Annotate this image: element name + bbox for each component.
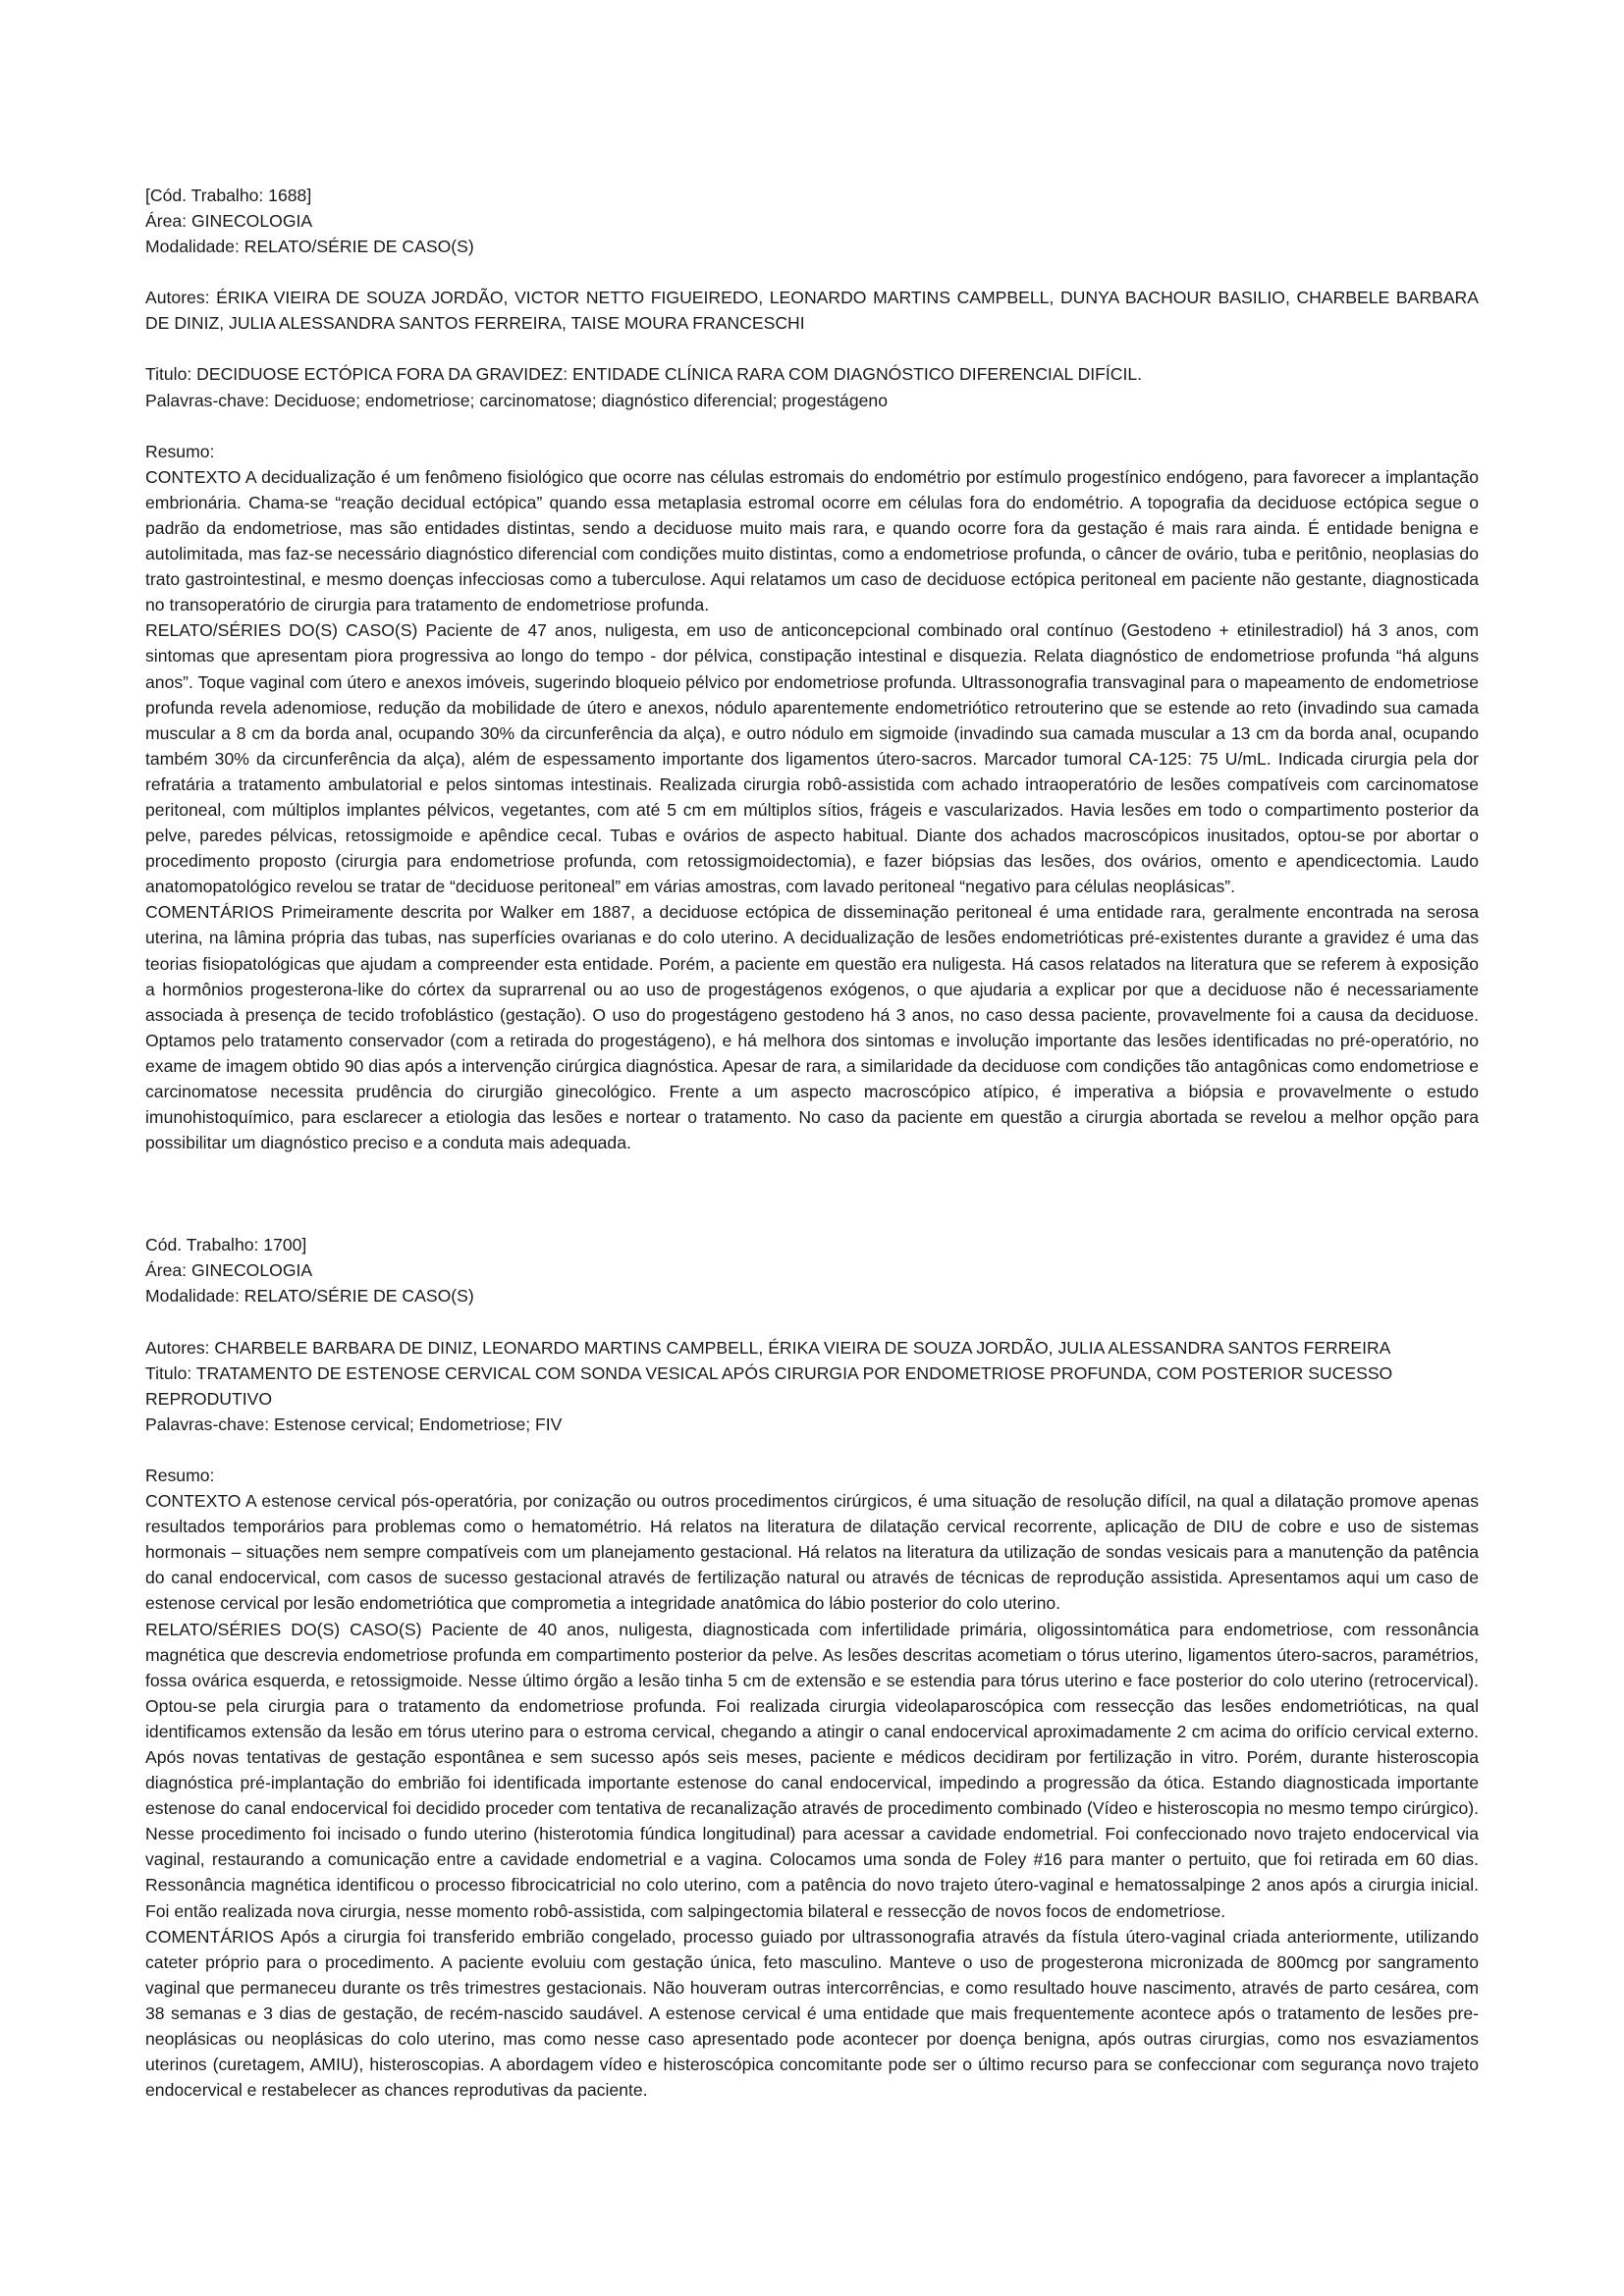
comments-paragraph: COMENTÁRIOS Após a cirurgia foi transferido embrião congelado, processo guiado por ultrassonografia através da fístula útero-vaginal criada anteriormente, utilizando cateter próprio para o procedimento. A paciente evoluiu com gestação única, feto masculino. Manteve o uso de progesterona micronizada de 800mcg por sangramento vaginal que permaneceu durante os três trimestres gestacionais. Não houveram outras intercorrências, e como resultado houve nascimento, através de parto cesárea, com 38 semanas e 3 dias de gestação, de recém-nascido saudável. A estenose cervical é uma entidade que mais frequentemente acontece após o tratamento de lesões pre-neoplásicas ou neoplásicas do colo uterino, mas como nesse caso apresentado pode acontecer por doença benigna, após outras cirurgias, como nos esvaziamentos uterinos (curetagem, AMIU), histeroscopias. A abordagem vídeo e histeroscópica concomitante pode ser o último recurso para se confeccionar com segurança novo trajeto endocervical e restabelecer as chances reprodutivas da paciente. xyxy=(145,1926,1479,2101)
modality-line: Modalidade: RELATO/SÉRIE DE CASO(S) xyxy=(145,1286,474,1307)
abstract-entry-1700 xyxy=(145,1232,1479,2103)
area-line: Área: GINECOLOGIA xyxy=(145,211,313,232)
authors-line: Autores: CHARBELE BARBARA DE DINIZ, LEONARDO MARTINS CAMPBELL, ÉRIKA VIEIRA DE SOUZA JORDÃO, JULIA ALESSANDRA SANTOS FERREIRA xyxy=(145,1337,1391,1358)
context-paragraph: CONTEXTO A decidualização é um fenômeno fisiológico que ocorre nas células estromais do endométrio por estímulo progestínico endógeno, para favorecer a implantação embrionária. Chama-se “reação decidual ectópica” quando essa metaplasia estromal ocorre em células fora do endométrio. A topografia da deciduose ectópica segue o padrão da endometriose, mas são entidades distintas, sendo a deciduose muito mais rara, e quando ocorre fora da gestação é mais rara ainda. É entidade benigna e autolimitada, mas faz-se necessário diagnóstico diferencial com condições muito distintas, como a endometriose profunda, o câncer de ovário, tuba e peritônio, neoplasias do trato gastrointestinal, e mesmo doenças infecciosas como a tuberculose. Aqui relatamos um caso de deciduose ectópica peritoneal em paciente não gestante, diagnosticada no transoperatório de cirurgia para tratamento de endometriose profunda. xyxy=(145,466,1479,615)
spacer xyxy=(145,259,1479,285)
abstract-entry-1688 xyxy=(145,183,1479,1155)
title-line: Titulo: TRATAMENTO DE ESTENOSE CERVICAL COM SONDA VESICAL APÓS CIRURGIA POR ENDOMETRIOSE PROFUNDA, COM POSTERIOR SUCESSO REPRODUTIVO xyxy=(145,1362,1393,1409)
title-line: Titulo: DECIDUOSE ECTÓPICA FORA DA GRAVIDEZ: ENTIDADE CLÍNICA RARA COM DIAGNÓSTICO DIFERENCIAL DIFÍCIL. xyxy=(145,364,1143,385)
keywords-line: Palavras-chave: Deciduose; endometriose; carcinomatose; diagnóstico diferencial; progestágeno xyxy=(145,390,888,410)
entry-separator xyxy=(145,1155,1479,1232)
report-paragraph: RELATO/SÉRIES DO(S) CASO(S) Paciente de 47 anos, nuligesta, em uso de anticoncepcional combinado oral contínuo (Gestodeno + etinilestradiol) há 3 anos, com sintomas que apresentam piora progressiva ao longo do tempo - dor pélvica, constipação intestinal e disquezia. Relata diagnóstico de endometriose profunda “há alguns anos”. Toque vaginal com útero e anexos imóveis, sugerindo bloqueio pélvico por endometriose profunda. Ultrassonografia transvaginal para o mapeamento de endometriose profunda revela adenomiose, redução da mobilidade de útero e anexos, nódulo aparentemente endometriótico retrouterino que se estende ao reto (invadindo sua camada muscular a 8 cm da borda anal, ocupando 30% da circunferência da alça), e outro nódulo em sigmoide (invadindo sua camada muscular a 13 cm da borda anal, ocupando também 30% da circunferência da alça), além de espessamento importante dos ligamentos útero-sacros. Marcador tumoral CA-125: 75 U/mL. Indicada cirurgia pela dor refratária a tratamento ambulatorial e pelos sintomas intestinais. Realizada cirurgia robô-assistida com achado intraoperatório de lesões compatíveis com carcinomatose peritoneal, com múltiplos implantes pélvicos, vegetantes, com até 5 cm em múltiplos sítios, frágeis e vascularizados. Havia lesões em todo o compartimento posterior da pelve, paredes pélvicas, retossigmoide e apêndice cecal. Tubas e ovários de aspecto habitual. Diante dos achados macroscópicos inusitados, optou-se por abortar o procedimento proposto (cirurgia para endometriose profunda, com retossigmoidectomia), e fazer biópsias das lesões, dos ovários, omento e apendicectomia. Laudo anatomopatológico revelou se tratar de “deciduose peritoneal” em várias amostras, com lavado peritoneal “negativo para células neoplásicas”. xyxy=(145,620,1479,897)
keywords-line: Palavras-chave: Estenose cervical; Endometriose; FIV xyxy=(145,1414,563,1434)
report-paragraph: RELATO/SÉRIES DO(S) CASO(S) Paciente de 40 anos, nuligesta, diagnosticada com infertilidade primária, oligossintomática para endometriose, com ressonância magnética que descrevia endometriose profunda em compartimento posterior da pelve. As lesões descritas acometiam o tórus uterino, ligamentos útero-sacros, paramétrios, fossa ovárica esquerda, e retossigmoide. Nesse último órgão a lesão tinha 5 cm de extensão e se estendia para tórus uterino e face posterior do colo uterino (retrocervical). Optou-se pela cirurgia para o tratamento da endometriose profunda. Foi realizada cirurgia videolaparoscópica com ressecção das lesões endometrióticas, na qual identificamos extensão da lesão em tórus uterino para o estroma cervical, chegando a atingir o canal endocervical aproximadamente 2 cm acima do orifício cervical externo. Após novas tentativas de gestação espontânea e sem sucesso após seis meses, paciente e médicos decidiram por fertilização in vitro. Porém, durante histeroscopia diagnóstica pré-implantação do embrião foi identificada importante estenose do canal endocervical, impedindo a progressão da ótica. Estando diagnosticada importante estenose do canal endocervical foi decidido proceder com tentativa de recanalização através de procedimento combinado (Vídeo e histeroscopia no mesmo tempo cirúrgico). Nesse procedimento foi incisado o fundo uterino (histerotomia fúndica longitudinal) para acessar a cavidade endometrial. Foi confeccionado novo trajeto endocervical via vaginal, restaurando a comunicação entre a cavidade endometrial e a vagina. Colocamos uma sonda de Foley #16 para manter o pertuito, que foi retirada em 60 dias. Ressonância magnética identificou o processo fibrocicatricial no colo uterino, com a patência do novo trajeto útero-vaginal e hematossalpinge 2 anos após a cirurgia inicial. Foi então realizada nova cirurgia, nesse momento robô-assistida, com salpingectomia bilateral e ressecção de novos focos de endometriose. xyxy=(145,1619,1479,1921)
summary-label: Resumo: xyxy=(145,441,215,461)
spacer xyxy=(145,413,1479,439)
spacer xyxy=(145,336,1479,361)
work-code: Cód. Trabalho: 1700] xyxy=(145,1235,307,1255)
modality-line: Modalidade: RELATO/SÉRIE DE CASO(S) xyxy=(145,237,474,257)
spacer xyxy=(145,1437,1479,1463)
spacer xyxy=(145,1309,1479,1335)
work-code: [Cód. Trabalho: 1688] xyxy=(145,186,312,205)
authors-line: Autores: ÉRIKA VIEIRA DE SOUZA JORDÃO, VICTOR NETTO FIGUEIREDO, LEONARDO MARTINS CAMPBELL, DUNYA BACHOUR BASILIO, CHARBELE BARBARA DE DINIZ, JULIA ALESSANDRA SANTOS FERREIRA, TAISE MOURA FRANCESCHI xyxy=(145,288,1479,334)
summary-label: Resumo: xyxy=(145,1465,215,1485)
context-paragraph: CONTEXTO A estenose cervical pós-operatória, por conização ou outros procedimentos cirúrgicos, é uma situação de resolução difícil, na qual a dilatação promove apenas resultados temporários para problemas como o hematométrio. Há relatos na literatura de dilatação cervical recorrente, aplicação de DIU de cobre e uso de sistemas hormonais – situações nem sempre compatíveis com um planejamento gestacional. Há relatos na literatura da utilização de sondas vesicais para a manutenção da patência do canal endocervical, com casos de sucesso gestacional através de fertilização natural ou através de técnicas de reprodução assistida. Apresentamos aqui um caso de estenose cervical por lesão endometriótica que comprometia a integridade anatômica do lábio posterior do colo uterino. xyxy=(145,1491,1479,1614)
comments-paragraph: COMENTÁRIOS Primeiramente descrita por Walker em 1887, a deciduose ectópica de disseminação peritoneal é uma entidade rara, geralmente encontrada na serosa uterina, na lâmina própria das tubas, nas superfícies ovarianas e do colo uterino. A decidualização de lesões endometrióticas pré-existentes durante a gravidez é uma das teorias fisiopatológicas que ajudam a compreender esta entidade. Porém, a paciente em questão era nuligesta. Há casos relatados na literatura que se referem à exposição a hormônios progesterona-like do córtex da suprarrenal ou ao uso de progestágenos exógenos, o que ajudaria a explicar por que a deciduose não é necessariamente associada à presença de tecido trofoblástico (gestação). O uso do progestágeno gestodeno há 3 anos, no caso dessa paciente, provavelmente foi a causa da deciduose. Optamos pelo tratamento conservador (com a retirada do progestágeno), e há melhora dos sintomas e involução importante das lesões identificadas no pré-operatório, no exame de imagem obtido 90 dias após a intervenção cirúrgica diagnóstica. Apesar de rara, a similaridade da deciduose com condições tão antagônicas como endometriose e carcinomatose necessita prudência do cirurgião ginecológico. Frente a um aspecto macroscópico atípico, é imperativa a biópsia e provavelmente o estudo imunohistoquímico, para esclarecer a etiologia das lesões e nortear o tratamento. No caso da paciente em questão a cirurgia abortada se revelou a melhor opção para possibilitar um diagnóstico preciso e a conduta mais adequada. xyxy=(145,902,1479,1153)
area-line: Área: GINECOLOGIA xyxy=(145,1260,313,1281)
